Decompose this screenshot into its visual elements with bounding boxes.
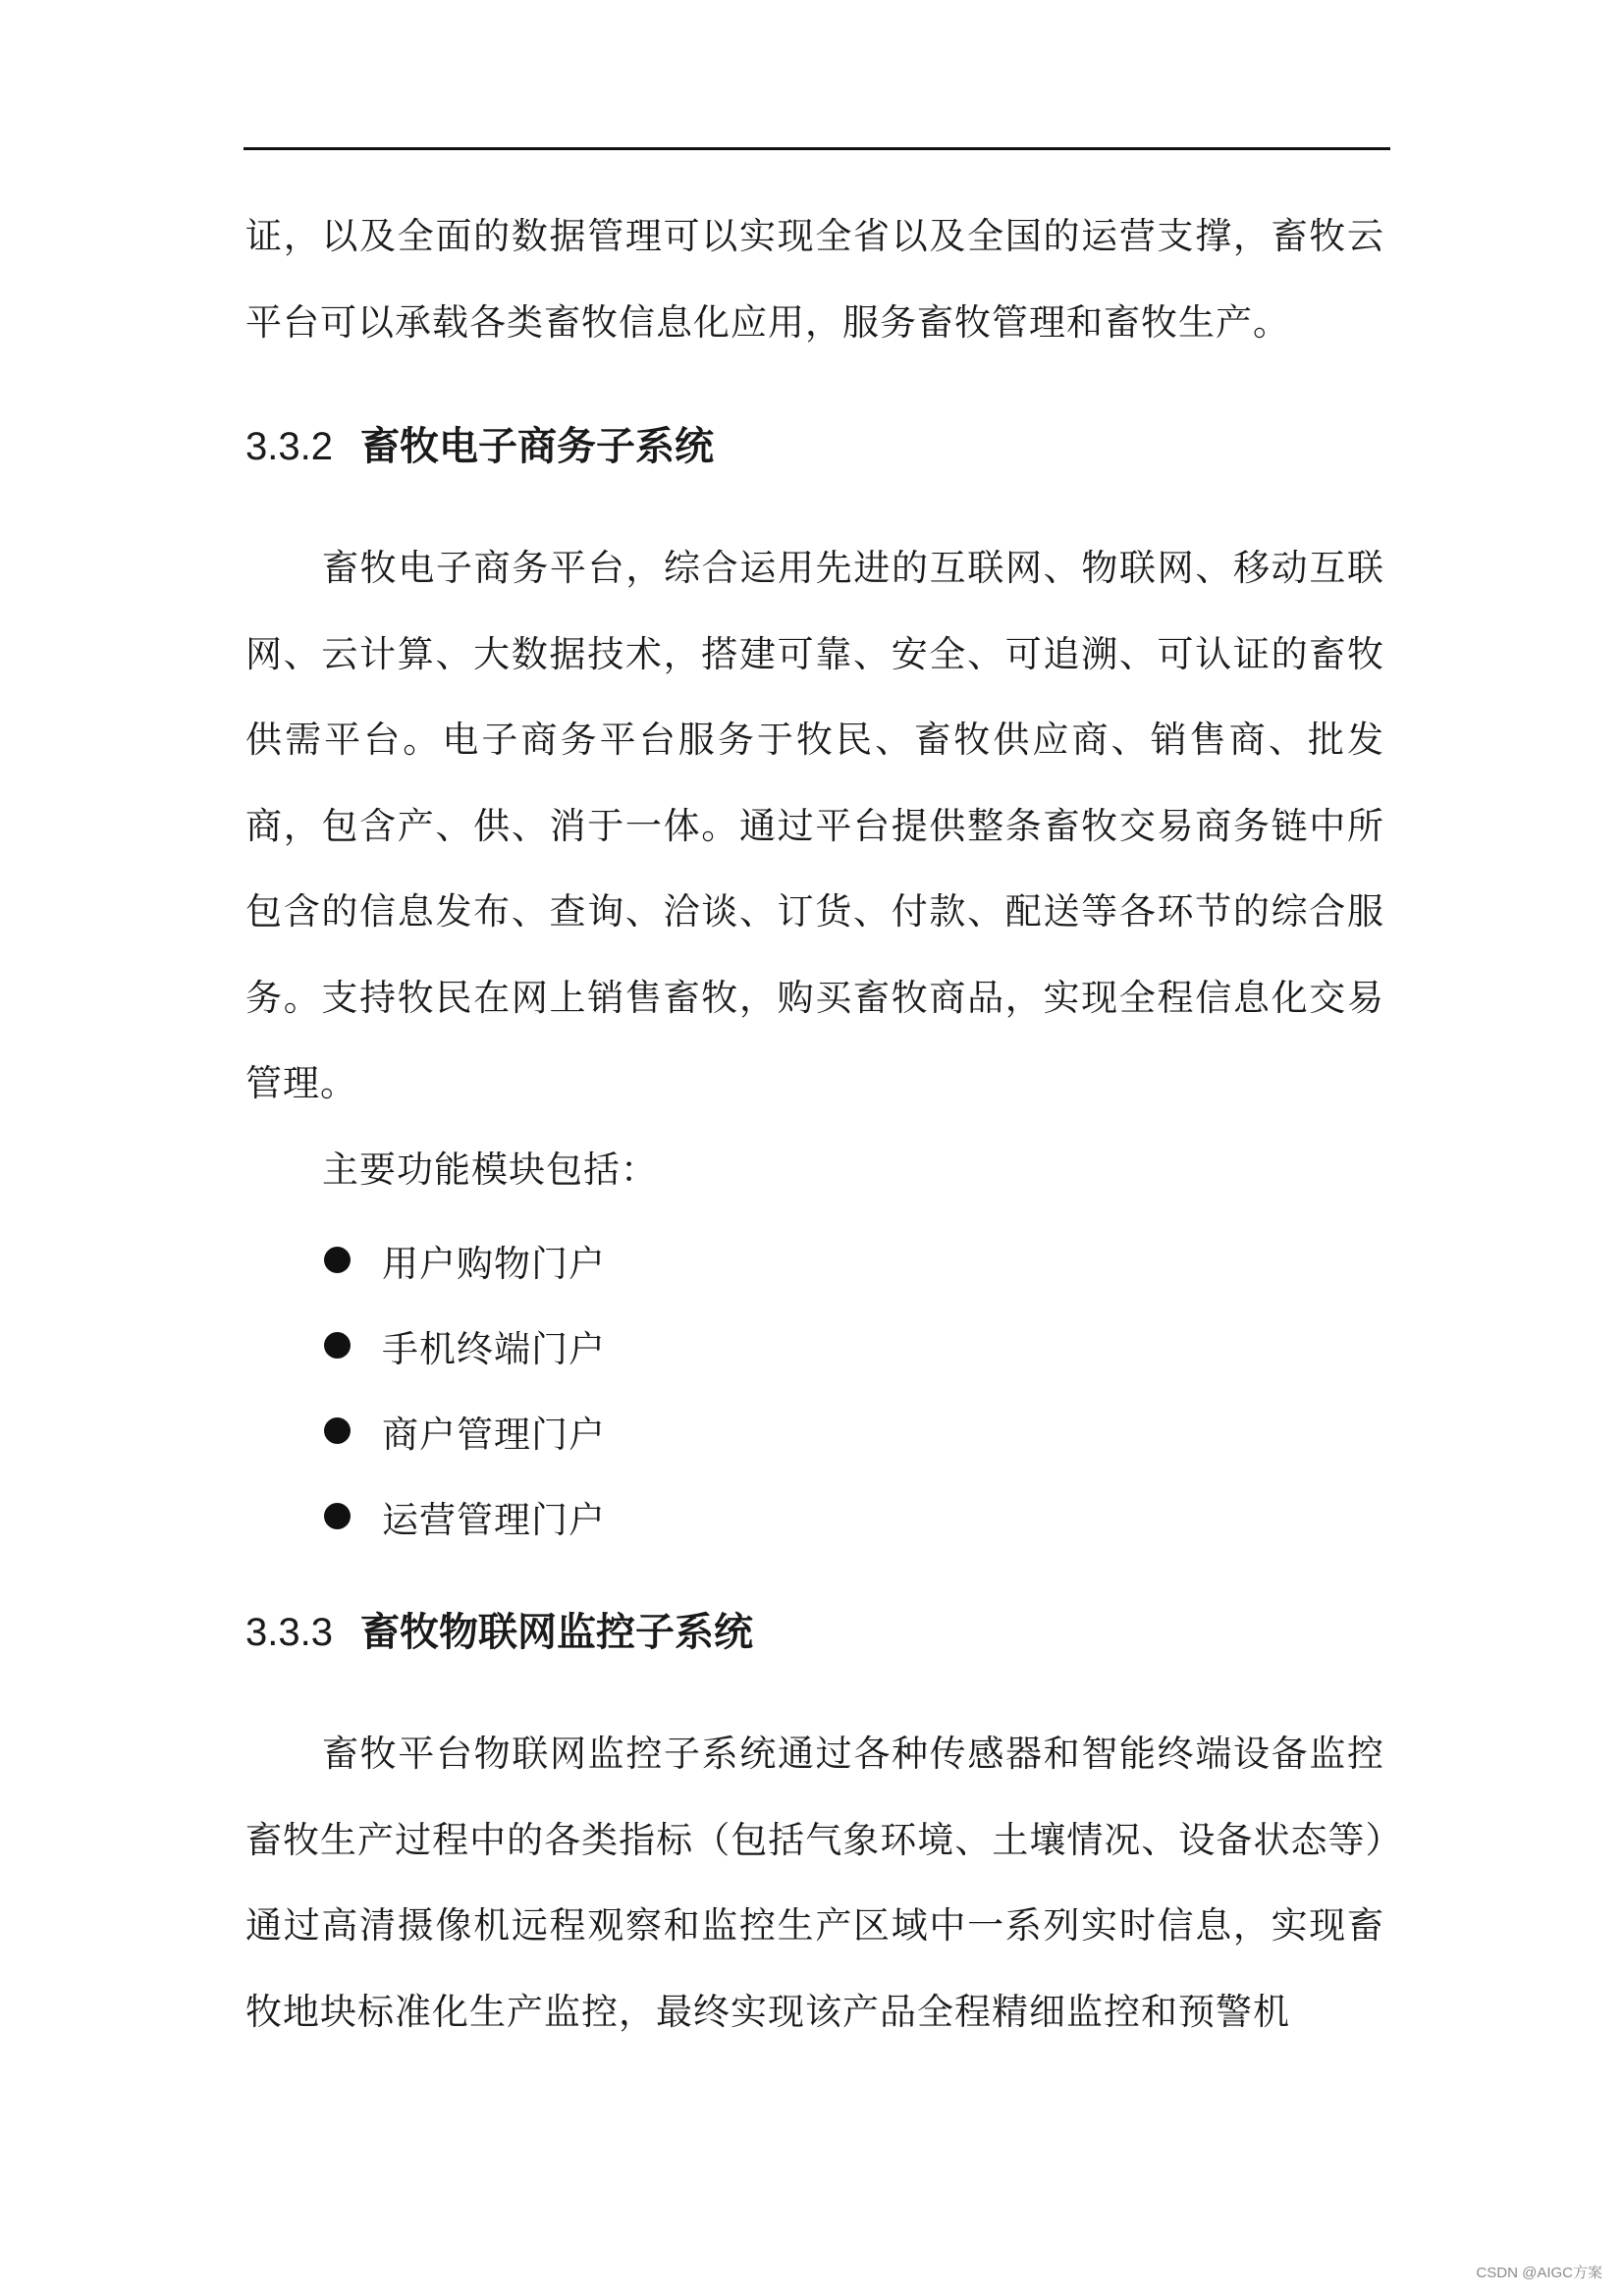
bullet-icon (324, 1503, 351, 1529)
list-item-label: 运营管理门户 (382, 1498, 606, 1541)
bullet-icon (324, 1247, 351, 1273)
list-item (324, 1388, 606, 1473)
watermark: CSDN @AIGC方案 (1476, 2265, 1602, 2281)
list-item (324, 1217, 606, 1303)
section-number: 3.3.3 (245, 1611, 333, 1654)
list-item-label: 商户管理门户 (382, 1413, 606, 1456)
list-item (324, 1303, 606, 1388)
modules-intro: 主要功能模块包括： (322, 1148, 658, 1191)
section-title: 畜牧电子商务子系统 (359, 424, 714, 469)
section-heading-3-3-2 (245, 417, 714, 476)
section-number: 3.3.2 (245, 425, 333, 468)
list-item (324, 1473, 606, 1559)
list-item-label: 用户购物门户 (382, 1242, 606, 1285)
modules-list (324, 1217, 606, 1559)
iot-paragraph: 畜牧平台物联网监控子系统通过各种传感器和智能终端设备监控畜牧生产过程中的各类指标（包括气象环境、土壤情况、设备状态等）通过高清摄像机远程观察和监控生产区域中一系列实时信息，实现畜牧地块标准化生产监控，最终实现该产品全程精细监控和预警机 (245, 1733, 1384, 2033)
continuation-paragraph: 证，以及全面的数据管理可以实现全省以及全国的运营支撑，畜牧云平台可以承载各类畜牧信息化应用，服务畜牧管理和畜牧生产。 (245, 215, 1384, 344)
bullet-icon (324, 1417, 351, 1444)
section-title: 畜牧物联网监控子系统 (359, 1610, 753, 1655)
ecommerce-paragraph: 畜牧电子商务平台，综合运用先进的互联网、物联网、移动互联网、云计算、大数据技术，搭建可靠、安全、可追溯、可认证的畜牧供需平台。电子商务平台服务于牧民、畜牧供应商、销售商、批发商，包含产、供、消于一体。通过平台提供整条畜牧交易商务链中所包含的信息发布、查询、洽谈、订货、付款、配送等各环节的综合服务。支持牧民在网上销售畜牧，购买畜牧商品，实现全程信息化交易管理。 (245, 547, 1384, 1104)
section-heading-3-3-3 (245, 1603, 753, 1662)
list-item-label: 手机终端门户 (382, 1327, 606, 1370)
bullet-icon (324, 1332, 351, 1359)
header-rule (244, 147, 1390, 150)
